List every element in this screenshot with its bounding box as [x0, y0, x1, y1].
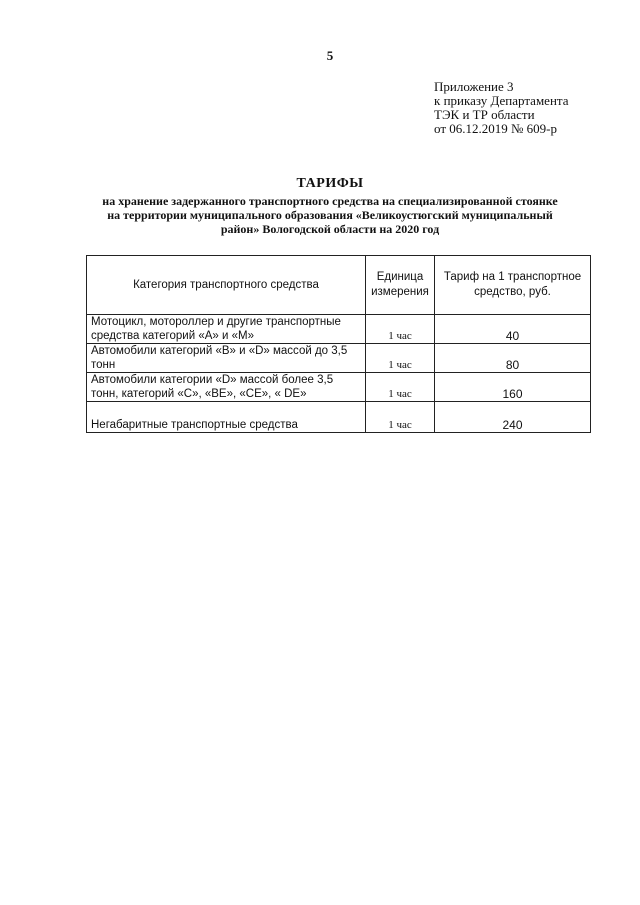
- cell-unit: 1 час: [366, 402, 435, 433]
- cell-price: 160: [435, 373, 591, 402]
- cell-unit: 1 час: [366, 373, 435, 402]
- cell-unit: 1 час: [366, 315, 435, 344]
- tariffs-table: [86, 255, 591, 433]
- appendix-block: [434, 80, 634, 136]
- cell-category: Автомобили категории «D» массой более 3,5 тонн, категорий «С», «ВЕ», «СЕ», « DE»: [87, 373, 366, 402]
- appendix-line: к приказу Департамента: [434, 93, 569, 108]
- subtitle-line: на хранение задержанного транспортного средства на специализированной стоянке: [102, 194, 558, 208]
- table-row: [87, 344, 591, 373]
- cell-price: 40: [435, 315, 591, 344]
- table-row: [87, 315, 591, 344]
- document-heading: [40, 176, 620, 236]
- table-row: [87, 402, 591, 433]
- document-subtitle: [40, 194, 620, 236]
- subtitle-line: район» Вологодской области на 2020 год: [220, 222, 440, 236]
- cell-price: 240: [435, 402, 591, 433]
- cell-category: Негабаритные транспортные средства: [87, 402, 366, 433]
- header-category: Категория транспортного средства: [87, 256, 366, 315]
- header-tariff: Тариф на 1 транспортное средство, руб.: [435, 256, 591, 315]
- cell-unit: 1 час: [366, 344, 435, 373]
- page-number: 5: [326, 48, 334, 63]
- subtitle-line: на территории муниципального образования «Великоустюгский муниципальный: [107, 208, 553, 222]
- header-unit: Единица измерения: [366, 256, 435, 315]
- document-title: ТАРИФЫ: [296, 176, 364, 191]
- appendix-line: от 06.12.2019 № 609-р: [434, 121, 557, 136]
- cell-price: 80: [435, 344, 591, 373]
- cell-category: Автомобили категорий «В» и «D» массой до 3,5 тонн: [87, 344, 366, 373]
- table-row: [87, 373, 591, 402]
- appendix-line: Приложение 3: [434, 79, 514, 94]
- appendix-line: ТЭК и ТР области: [434, 107, 535, 122]
- table-header-row: [87, 256, 591, 315]
- cell-category: Мотоцикл, мотороллер и другие транспортные средства категорий «А» и «М»: [87, 315, 366, 344]
